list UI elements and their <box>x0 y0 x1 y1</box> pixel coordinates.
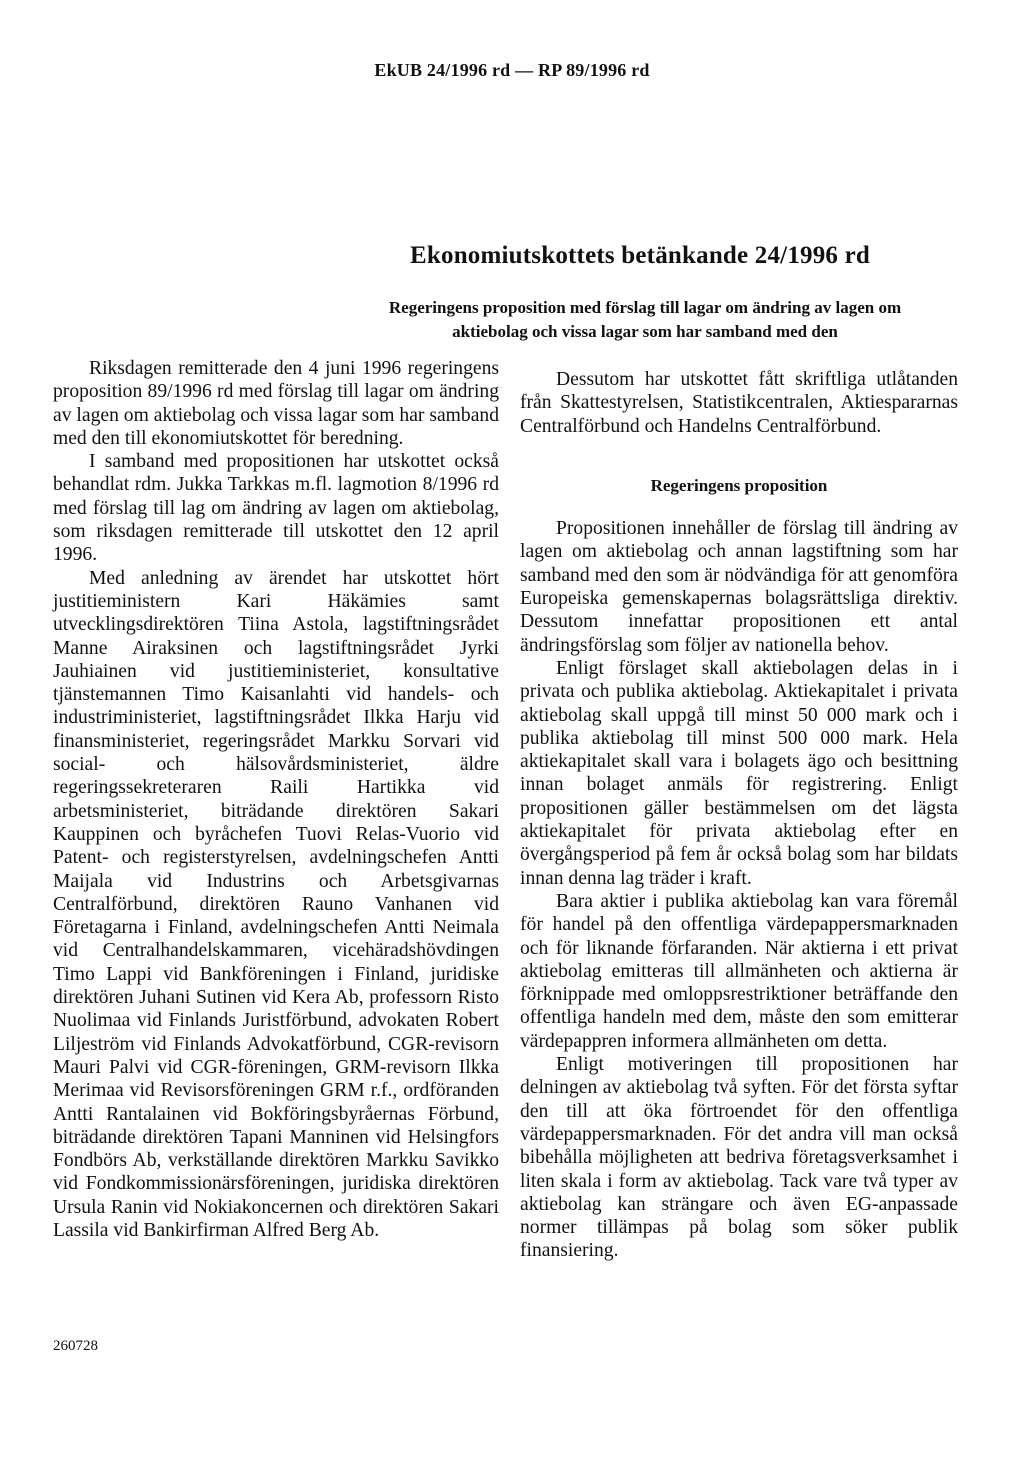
right-column <box>520 368 958 1263</box>
paragraph-experts-heard: Med anledning av ärendet har utskottet hört justitieministern Kari Häkämies samt utvecklingsdirektören Tiina Astola, lagstiftningsrådet Manne Airaksinen och lagstiftningsrådet Jyrki Jauhiainen vid justitieministeriet, konsultative tjänstemannen Timo Kaisanlahti vid handels- och industriministeriet, lagstiftningsrådet Ilkka Harju vid finansministeriet, regeringsrådet Markku Sorvari vid social- och hälsovårdsministeriet, äldre regeringssekreteraren Raili Hartikka vid arbetsministeriet, biträdande direktören Sakari Kauppinen och byråchefen Tuovi Relas-Vuorio vid Patent- och registerstyrelsen, avdelningschefen Antti Maijala vid Industrins och Arbetsgivarnas Centralförbund, direktören Rauno Vanhanen vid Företagarna i Finland, avdelningschefen Antti Neimala vid Centralhandelskammaren, vicehäradshövdingen Timo Lappi vid Bankföreningen i Finland, juridiske direktören Juhani Sutinen vid Kera Ab, professorn Risto Nuolimaa vid Finlands Juristförbund, advokaten Robert Liljeström vid Finlands Advokatförbund, CGR-revisorn Mauri Palvi vid CGR-föreningen, GRM-revisorn Ilkka Merimaa vid Revisorsföreningen GRM r.f., ordföranden Antti Rantalainen vid Bokföringsbyråernas Förbund, biträdande direktören Tapani Manninen vid Helsingfors Fondbörs Ab, verkställande direktören Markku Savikko vid Fondkommissionärsföreningen, juridiska direktören Ursula Ranin vid Nokiakoncernen och direktören Sakari Lassila vid Bankirfirman Alfred Berg Ab. <box>53 567 499 1241</box>
paragraph-proposal-content: Propositionen innehåller de förslag till ändring av lagen om aktiebolag och annan lagstiftning som har samband med den som är nödvändiga för att genomföra Europeiska gemenskapernas bolagsrättsliga direktiv. Dessutom innefattar propositionen ett antal ändringsförslag som följer av nationella behov. <box>520 518 958 656</box>
page-code: 260728 <box>53 1338 98 1354</box>
running-head: EkUB 24/1996 rd — RP 89/1996 rd <box>374 60 650 80</box>
section-heading-government-proposal: Regeringens proposition <box>650 475 828 495</box>
paragraph-motion: I samband med propositionen har utskottet också behandlat rdm. Jukka Tarkkas m.fl. lagmotion 8/1996 rd med förslag till lag om ändring av lagen om aktiebolag, som riksdagen remitterade till utskottet den 12 april 1996. <box>53 451 499 566</box>
left-column <box>53 357 499 1242</box>
paragraph-written-statements: Dessutom har utskottet fått skriftliga utlåtanden från Skattestyrelsen, Statistikcentralen, Aktiespararnas Centralförbund och Handelns Centralförbund. <box>520 369 958 437</box>
paragraph-public-trading: Bara aktier i publika aktiebolag kan vara föremål för handel på den offentliga värdepappersmarknaden och för liknande förfaranden. När aktierna i ett privat aktiebolag emitteras till allmänheten och aktierna är förknippade med omloppsrestriktioner beträffande den offentliga handeln med dem, måste den som emitterar värdepappren informera allmänheten om detta. <box>520 890 958 1052</box>
paragraph-private-public-companies: Enligt förslaget skall aktiebolagen delas in i privata och publika aktiebolag. Aktiekapitalet i privata aktiebolag skall uppgå till minst 50 000 mark och i publika aktiebolag till minst 500 000 mark. Hela aktiekapitalet skall vara i bolagets ägo och besittning innan bolaget anmäls för registrering. Enligt propositionen gäller bestämmelsen om det lägsta aktiekapitalet för privata aktiebolag efter en övergångsperiod på fem år också bolag som har bildats innan denna lag träder i kraft. <box>520 657 958 889</box>
paragraph-purposes: Enligt motiveringen till propositionen har delningen av aktiebolag två syften. För det första syftar den till att öka förtroendet för den offentliga värdepappersmarknaden. För det andra vill man också bibehålla möjligheten att bedriva företagsverksamhet i liten skala i form av aktiebolag. Tack vare två typer av aktiebolag kan strängare och även EG-anpassade normer tillämpas på bolag som söker publik finansiering. <box>520 1054 958 1262</box>
paragraph-remittance: Riksdagen remitterade den 4 juni 1996 regeringens proposition 89/1996 rd med förslag till lagar om ändring av lagen om aktiebolag och vissa lagar som har samband med den till ekonomiutskottet för beredning. <box>53 358 499 449</box>
document-title: Ekonomiutskottets betänkande 24/1996 rd <box>410 242 870 269</box>
document-subtitle: Regeringens proposition med förslag till lagar om ändring av lagen om aktiebolag och vissa lagar som har samband med den <box>388 298 902 341</box>
